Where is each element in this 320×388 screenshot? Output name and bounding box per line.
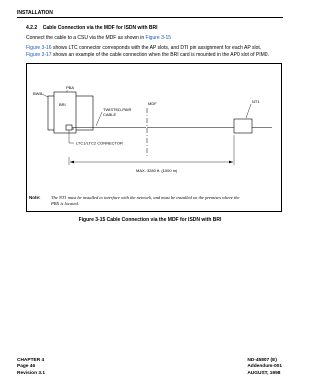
footer-left bbox=[17, 358, 45, 377]
paragraph-1-text: Connect the cable to a CSU via the MDF as shown in bbox=[26, 35, 146, 41]
pba-label: PBA bbox=[66, 85, 75, 90]
footer-right bbox=[247, 358, 282, 377]
footer-addendum: Addendum-001 bbox=[247, 364, 282, 370]
paragraph-1 bbox=[26, 35, 171, 42]
header-rule bbox=[17, 17, 283, 18]
note-text-line-2: PBX is located. bbox=[51, 201, 79, 206]
distance-label: MAX. 3280 ft. (1000 m) bbox=[136, 168, 178, 173]
section-heading bbox=[26, 25, 158, 31]
paragraph-2-line-2-text: shows an example of the cable connection when the BRI card is mounted in the AP0 slot of PIM0. bbox=[51, 51, 269, 58]
nt1-leader bbox=[246, 104, 251, 118]
nt1-box bbox=[234, 119, 252, 133]
note-text-line-1: The NT1 must be installed to interface with the network, and must be installed on the premises where the bbox=[51, 195, 240, 200]
running-header: INSTALLATION bbox=[17, 10, 53, 16]
ltc-connector-label: LTC1/LTC2 CONNECTOR bbox=[76, 140, 123, 146]
figure-3-17-link[interactable]: Figure 3-17 bbox=[26, 51, 52, 58]
bwb-label: BWB bbox=[33, 91, 43, 96]
twisted-pair-leader bbox=[96, 112, 102, 126]
footer-date: AUGUST, 1998 bbox=[247, 370, 281, 376]
paragraph-2 bbox=[26, 45, 269, 58]
ltc-connector-block bbox=[66, 125, 72, 130]
nt1-label: NT1 bbox=[252, 99, 260, 104]
paragraph-2-line-2 bbox=[26, 52, 269, 59]
section-title: Cable Connection via the MDF for ISDN with BRI bbox=[42, 25, 158, 31]
dimension-arrow-right bbox=[229, 161, 233, 164]
figure-3-15-link[interactable]: Figure 3-15 bbox=[145, 35, 172, 41]
dimension-arrow-left bbox=[70, 161, 74, 164]
mdf-label: MDF bbox=[148, 101, 157, 106]
footer-doc-number: ND-45807 (E) bbox=[247, 358, 277, 363]
figure-3-16-link[interactable]: Figure 3-16 bbox=[26, 45, 52, 51]
figure-caption: Figure 3-15 Cable Connection via the MDF for ISDN with BRI bbox=[78, 217, 222, 223]
footer-chapter: CHAPTER 4 bbox=[17, 358, 45, 363]
footer-revision: Revision 3.1 bbox=[17, 370, 45, 376]
section-number: 4.2.2 bbox=[26, 25, 38, 31]
bwb-leader bbox=[42, 94, 48, 97]
twisted-pair-label-2: CABLE bbox=[103, 112, 117, 117]
paragraph-2-line-1 bbox=[26, 45, 269, 52]
pba-board bbox=[54, 92, 76, 133]
twisted-pair-label-1: TWISTED-PAIR bbox=[103, 107, 132, 112]
cable-diagram bbox=[26, 63, 282, 193]
footer-page: Page 46 bbox=[17, 364, 36, 370]
bri-label: BRI bbox=[59, 102, 66, 107]
note-label: Note: bbox=[29, 195, 41, 200]
paragraph-2-line-1-text: shows LTC connector corresponds with the AP slots, and DTI pin assignment for each AP slot. bbox=[51, 45, 262, 51]
